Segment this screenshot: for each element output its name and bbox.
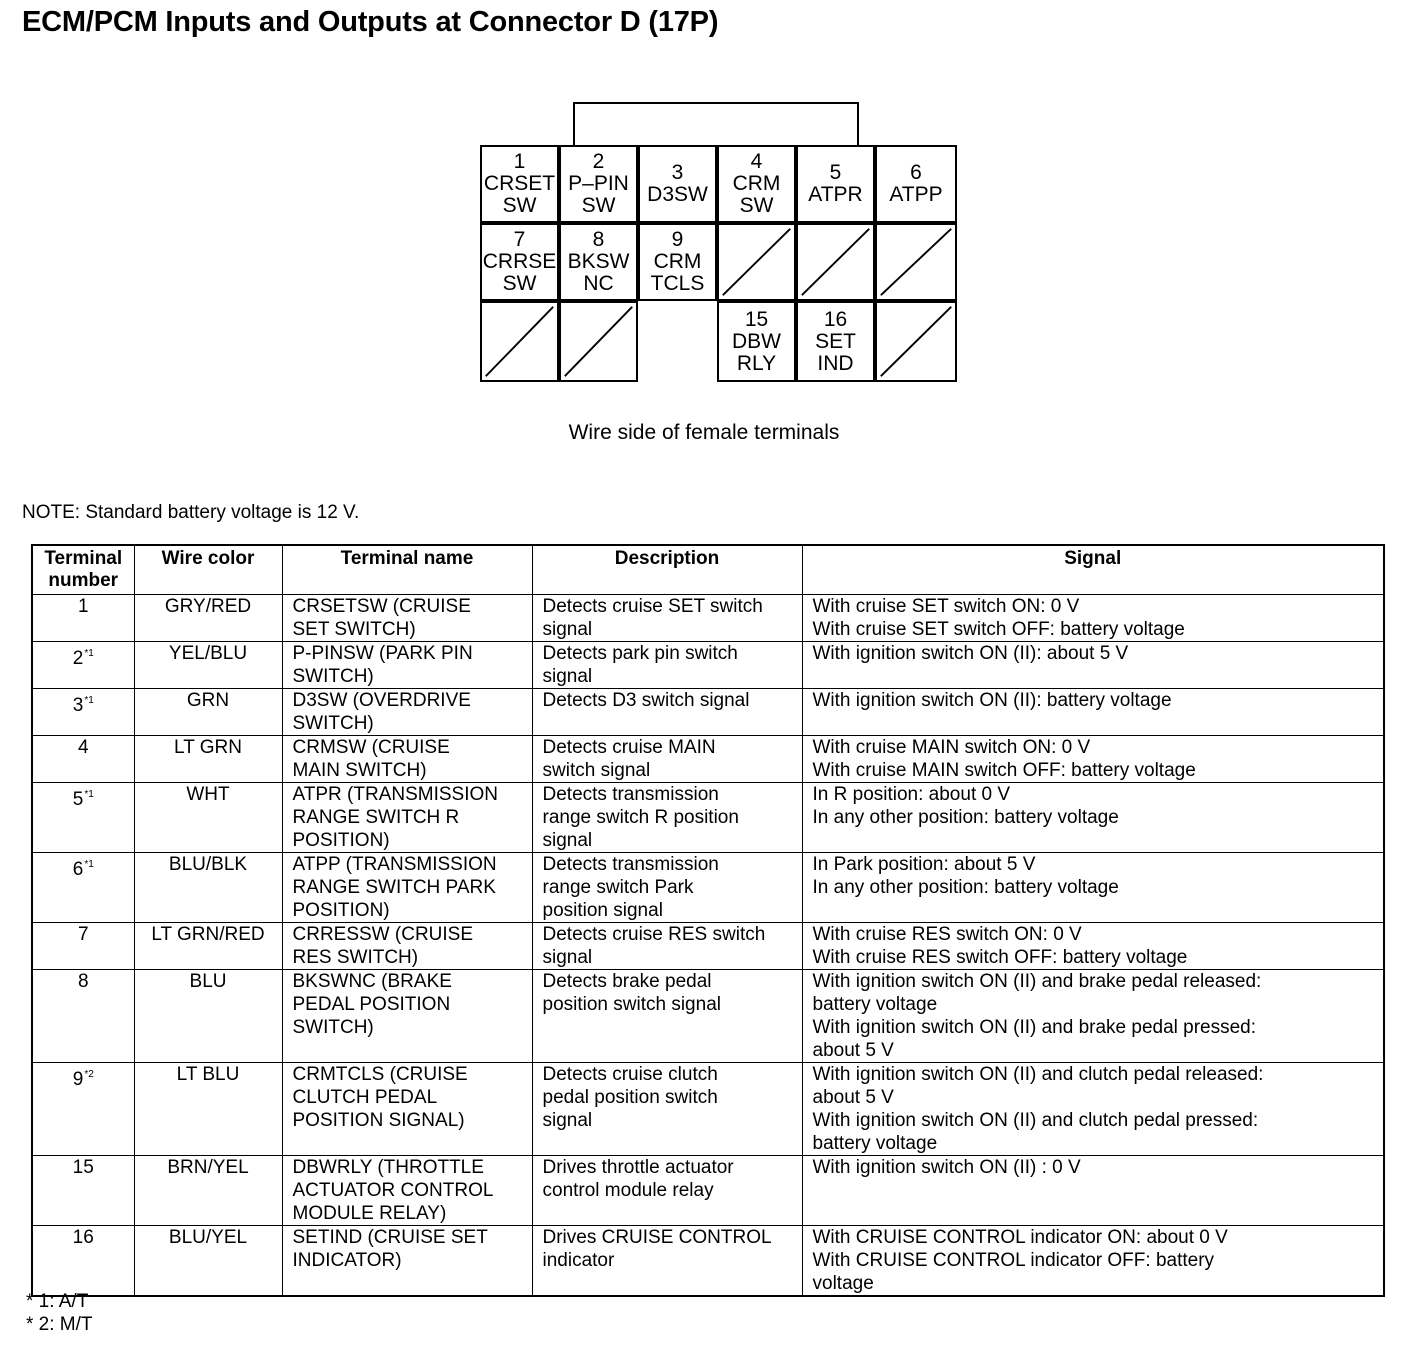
wire-color-cell: BRN/YEL (134, 1156, 282, 1226)
description-cell (532, 689, 802, 736)
terminal-name-line: ACTUATOR CONTROL (292, 1180, 494, 1201)
table-row (32, 595, 1384, 642)
signal-cell (802, 642, 1384, 689)
terminal-number: 7 (77, 924, 89, 945)
header-wire-color: Wire color (134, 545, 282, 595)
terminal-name-line: CLUTCH PEDAL (292, 1087, 438, 1108)
terminal-number: 5 (72, 789, 84, 810)
page-title: ECM/PCM Inputs and Outputs at Connector D (17P) (22, 6, 719, 38)
table-row (32, 642, 1384, 689)
terminal-name-line: MODULE RELAY) (292, 1203, 447, 1224)
terminal-name-line: RANGE SWITCH PARK (292, 877, 496, 898)
description-line: Detects transmission (542, 854, 719, 875)
description-line: Detects cruise SET switch (542, 596, 763, 617)
signal-line: voltage (812, 1273, 874, 1294)
connector-caption: Wire side of female terminals (568, 421, 840, 444)
header-description: Description (532, 545, 802, 595)
header-terminal-name: Terminal name (282, 545, 532, 595)
terminal-unused (717, 223, 796, 301)
description-line: Detects brake pedal (542, 971, 712, 992)
terminal-name-line: SWITCH) (292, 666, 374, 687)
terminal-number-cell (32, 923, 134, 970)
signal-line: With CRUISE CONTROL indicator OFF: battery (812, 1250, 1215, 1271)
signal-cell (802, 783, 1384, 853)
description-cell (532, 923, 802, 970)
table-row (32, 1226, 1384, 1297)
terminal-name-line: DBWRLY (THROTTLE (292, 1157, 484, 1178)
description-line: signal (542, 619, 593, 640)
terminal-name-line: CRRESSW (CRUISE (292, 924, 474, 945)
description-line: Drives throttle actuator (542, 1157, 734, 1178)
signal-line: With cruise MAIN switch ON: 0 V (812, 737, 1091, 758)
terminal-unused (480, 301, 559, 382)
terminal-name-line: POSITION SIGNAL) (292, 1110, 465, 1131)
signal-line: With cruise SET switch ON: 0 V (812, 596, 1080, 617)
terminal-8: 8 BKSW NC (559, 223, 638, 301)
signal-cell (802, 1156, 1384, 1226)
terminal-name-cell (282, 923, 532, 970)
wire-color-cell: YEL/BLU (134, 642, 282, 689)
signal-cell (802, 970, 1384, 1063)
wire-color-cell: GRY/RED (134, 595, 282, 642)
wire-color-cell: WHT (134, 783, 282, 853)
terminal-number: 2 (72, 648, 84, 669)
terminal-number: 6 (72, 859, 84, 880)
terminal-number-cell (32, 970, 134, 1063)
terminal-number: 15 (72, 1157, 94, 1178)
voltage-note: NOTE: Standard battery voltage is 12 V. (22, 502, 360, 523)
description-line: Detects cruise MAIN (542, 737, 716, 758)
terminal-number: 16 (72, 1227, 94, 1248)
terminal-15: 15 DBW RLY (717, 301, 796, 382)
terminal-name-line: SWITCH) (292, 1017, 374, 1038)
terminal-name-line: INDICATOR) (292, 1250, 402, 1271)
signal-line: With CRUISE CONTROL indicator ON: about 0 V (812, 1227, 1228, 1248)
terminal-number: 3 (72, 695, 84, 716)
signal-line: battery voltage (812, 1133, 938, 1154)
signal-line: With ignition switch ON (II) : 0 V (812, 1157, 1081, 1178)
table-row (32, 783, 1384, 853)
terminal-6: 6 ATPP (875, 145, 957, 223)
description-line: range switch Park (542, 877, 694, 898)
terminal-1: 1 CRSET SW (480, 145, 559, 223)
wire-color-cell: LT GRN (134, 736, 282, 783)
wire-color-cell: LT GRN/RED (134, 923, 282, 970)
description-line: Drives CRUISE CONTROL (542, 1227, 772, 1248)
signal-cell (802, 736, 1384, 783)
table-row (32, 736, 1384, 783)
footnote-mark: *1 (84, 859, 94, 870)
description-line: Detects park pin switch (542, 643, 738, 664)
footnotes (26, 1290, 93, 1336)
terminal-unused (796, 223, 875, 301)
description-line: Detects transmission (542, 784, 719, 805)
footnote-mark: *1 (84, 695, 94, 706)
terminal-16: 16 SET IND (796, 301, 875, 382)
footnote: * 1: A/T (26, 1291, 89, 1312)
description-line: signal (542, 666, 593, 687)
terminal-number-cell (32, 1156, 134, 1226)
signal-cell (802, 595, 1384, 642)
footnote-mark: *2 (84, 1069, 94, 1080)
wire-color-cell: BLU (134, 970, 282, 1063)
terminal-name-cell (282, 736, 532, 783)
connector-diagram (480, 102, 957, 382)
wire-color-cell: BLU/BLK (134, 853, 282, 923)
terminal-3: 3 D3SW (638, 145, 717, 223)
header-signal: Signal (802, 545, 1384, 595)
terminal-name-line: POSITION) (292, 900, 390, 921)
terminal-name-line: ATPR (TRANSMISSION (292, 784, 498, 805)
terminal-unused (875, 301, 957, 382)
signal-cell (802, 853, 1384, 923)
description-cell (532, 853, 802, 923)
wire-color-cell: GRN (134, 689, 282, 736)
terminal-7: 7 CRRSE SW (480, 223, 559, 301)
terminal-number: 1 (77, 596, 89, 617)
terminal-number-cell (32, 595, 134, 642)
table-row (32, 689, 1384, 736)
table-row (32, 923, 1384, 970)
terminal-number: 9 (72, 1069, 84, 1090)
signal-line: With ignition switch ON (II) and brake pedal pressed: (812, 1017, 1257, 1038)
terminal-name-line: RES SWITCH) (292, 947, 419, 968)
footnote-mark: *1 (84, 789, 94, 800)
terminal-name-cell (282, 783, 532, 853)
signal-line: With cruise MAIN switch OFF: battery voltage (812, 760, 1196, 781)
description-line: position signal (542, 900, 663, 921)
description-line: Detects cruise clutch (542, 1064, 718, 1085)
description-cell (532, 595, 802, 642)
description-line: pedal position switch (542, 1087, 718, 1108)
terminal-name-cell (282, 642, 532, 689)
signal-cell (802, 1226, 1384, 1297)
terminal-name-line: BKSWNC (BRAKE (292, 971, 452, 992)
wire-color-cell: BLU/YEL (134, 1226, 282, 1297)
description-cell (532, 736, 802, 783)
description-line: indicator (542, 1250, 615, 1271)
description-line: control module relay (542, 1180, 714, 1201)
terminal-number-cell (32, 853, 134, 923)
terminal-name-line: SETIND (CRUISE SET (292, 1227, 488, 1248)
terminal-number-cell (32, 736, 134, 783)
terminal-number-cell (32, 1226, 134, 1297)
terminal-number-cell (32, 689, 134, 736)
signal-cell (802, 1063, 1384, 1156)
io-table (31, 544, 1385, 1297)
description-line: switch signal (542, 760, 651, 781)
signal-line: With ignition switch ON (II) and clutch pedal pressed: (812, 1110, 1259, 1131)
terminal-name-line: SWITCH) (292, 713, 374, 734)
terminal-number-cell (32, 783, 134, 853)
signal-line: With cruise RES switch OFF: battery voltage (812, 947, 1188, 968)
description-cell (532, 1226, 802, 1297)
terminal-name-cell (282, 1063, 532, 1156)
signal-line: about 5 V (812, 1087, 894, 1108)
terminal-name-cell (282, 970, 532, 1063)
footnote-mark: *1 (84, 648, 94, 659)
header-terminal-number: Terminal number (32, 545, 134, 595)
description-cell (532, 783, 802, 853)
terminal-name-line: CRMTCLS (CRUISE (292, 1064, 468, 1085)
terminal-name-line: D3SW (OVERDRIVE (292, 690, 471, 711)
description-cell (532, 1156, 802, 1226)
connector-lock-tab (573, 102, 859, 146)
terminal-name-line: CRSETSW (CRUISE (292, 596, 471, 617)
signal-line: In any other position: battery voltage (812, 877, 1119, 898)
terminal-4: 4 CRM SW (717, 145, 796, 223)
terminal-name-line: MAIN SWITCH) (292, 760, 427, 781)
description-line: position switch signal (542, 994, 721, 1015)
terminal-number: 8 (77, 971, 89, 992)
terminal-name-line: ATPP (TRANSMISSION (292, 854, 497, 875)
terminal-number-cell (32, 1063, 134, 1156)
table-header-row (32, 545, 1384, 595)
signal-line: battery voltage (812, 994, 938, 1015)
description-cell (532, 970, 802, 1063)
terminal-name-cell (282, 853, 532, 923)
terminal-unused (875, 223, 957, 301)
wire-color-cell: LT BLU (134, 1063, 282, 1156)
terminal-5: 5 ATPR (796, 145, 875, 223)
terminal-name-line: RANGE SWITCH R (292, 807, 460, 828)
signal-cell (802, 689, 1384, 736)
terminal-name-line: POSITION) (292, 830, 390, 851)
terminal-number-cell (32, 642, 134, 689)
signal-line: In any other position: battery voltage (812, 807, 1119, 828)
description-line: signal (542, 830, 593, 851)
terminal-name-line: CRMSW (CRUISE (292, 737, 450, 758)
terminal-name-cell (282, 1226, 532, 1297)
signal-line: In Park position: about 5 V (812, 854, 1036, 875)
description-line: Detects cruise RES switch (542, 924, 766, 945)
terminal-name-line: SET SWITCH) (292, 619, 416, 640)
description-cell (532, 1063, 802, 1156)
terminal-unused (559, 301, 638, 382)
terminal-name-line: P-PINSW (PARK PIN (292, 643, 473, 664)
terminal-name-cell (282, 1156, 532, 1226)
signal-line: With ignition switch ON (II) and brake pedal released: (812, 971, 1262, 992)
description-line: signal (542, 947, 593, 968)
description-line: range switch R position (542, 807, 739, 828)
signal-line: about 5 V (812, 1040, 894, 1061)
table-row (32, 970, 1384, 1063)
description-line: Detects D3 switch signal (542, 690, 750, 711)
signal-line: With cruise SET switch OFF: battery voltage (812, 619, 1185, 640)
terminal-name-cell (282, 595, 532, 642)
table-row (32, 853, 1384, 923)
terminal-name-cell (282, 689, 532, 736)
terminal-number: 4 (77, 737, 89, 758)
signal-cell (802, 923, 1384, 970)
terminal-name-line: PEDAL POSITION (292, 994, 451, 1015)
signal-line: With ignition switch ON (II) and clutch pedal released: (812, 1064, 1264, 1085)
terminal-2: 2 P–PIN SW (559, 145, 638, 223)
signal-line: In R position: about 0 V (812, 784, 1011, 805)
description-cell (532, 642, 802, 689)
signal-line: With ignition switch ON (II): about 5 V (812, 643, 1129, 664)
table-row (32, 1063, 1384, 1156)
terminal-9: 9 CRM TCLS (638, 223, 717, 301)
signal-line: With cruise RES switch ON: 0 V (812, 924, 1082, 945)
table-row (32, 1156, 1384, 1226)
footnote: * 2: M/T (26, 1314, 93, 1335)
signal-line: With ignition switch ON (II): battery voltage (812, 690, 1172, 711)
description-line: signal (542, 1110, 593, 1131)
